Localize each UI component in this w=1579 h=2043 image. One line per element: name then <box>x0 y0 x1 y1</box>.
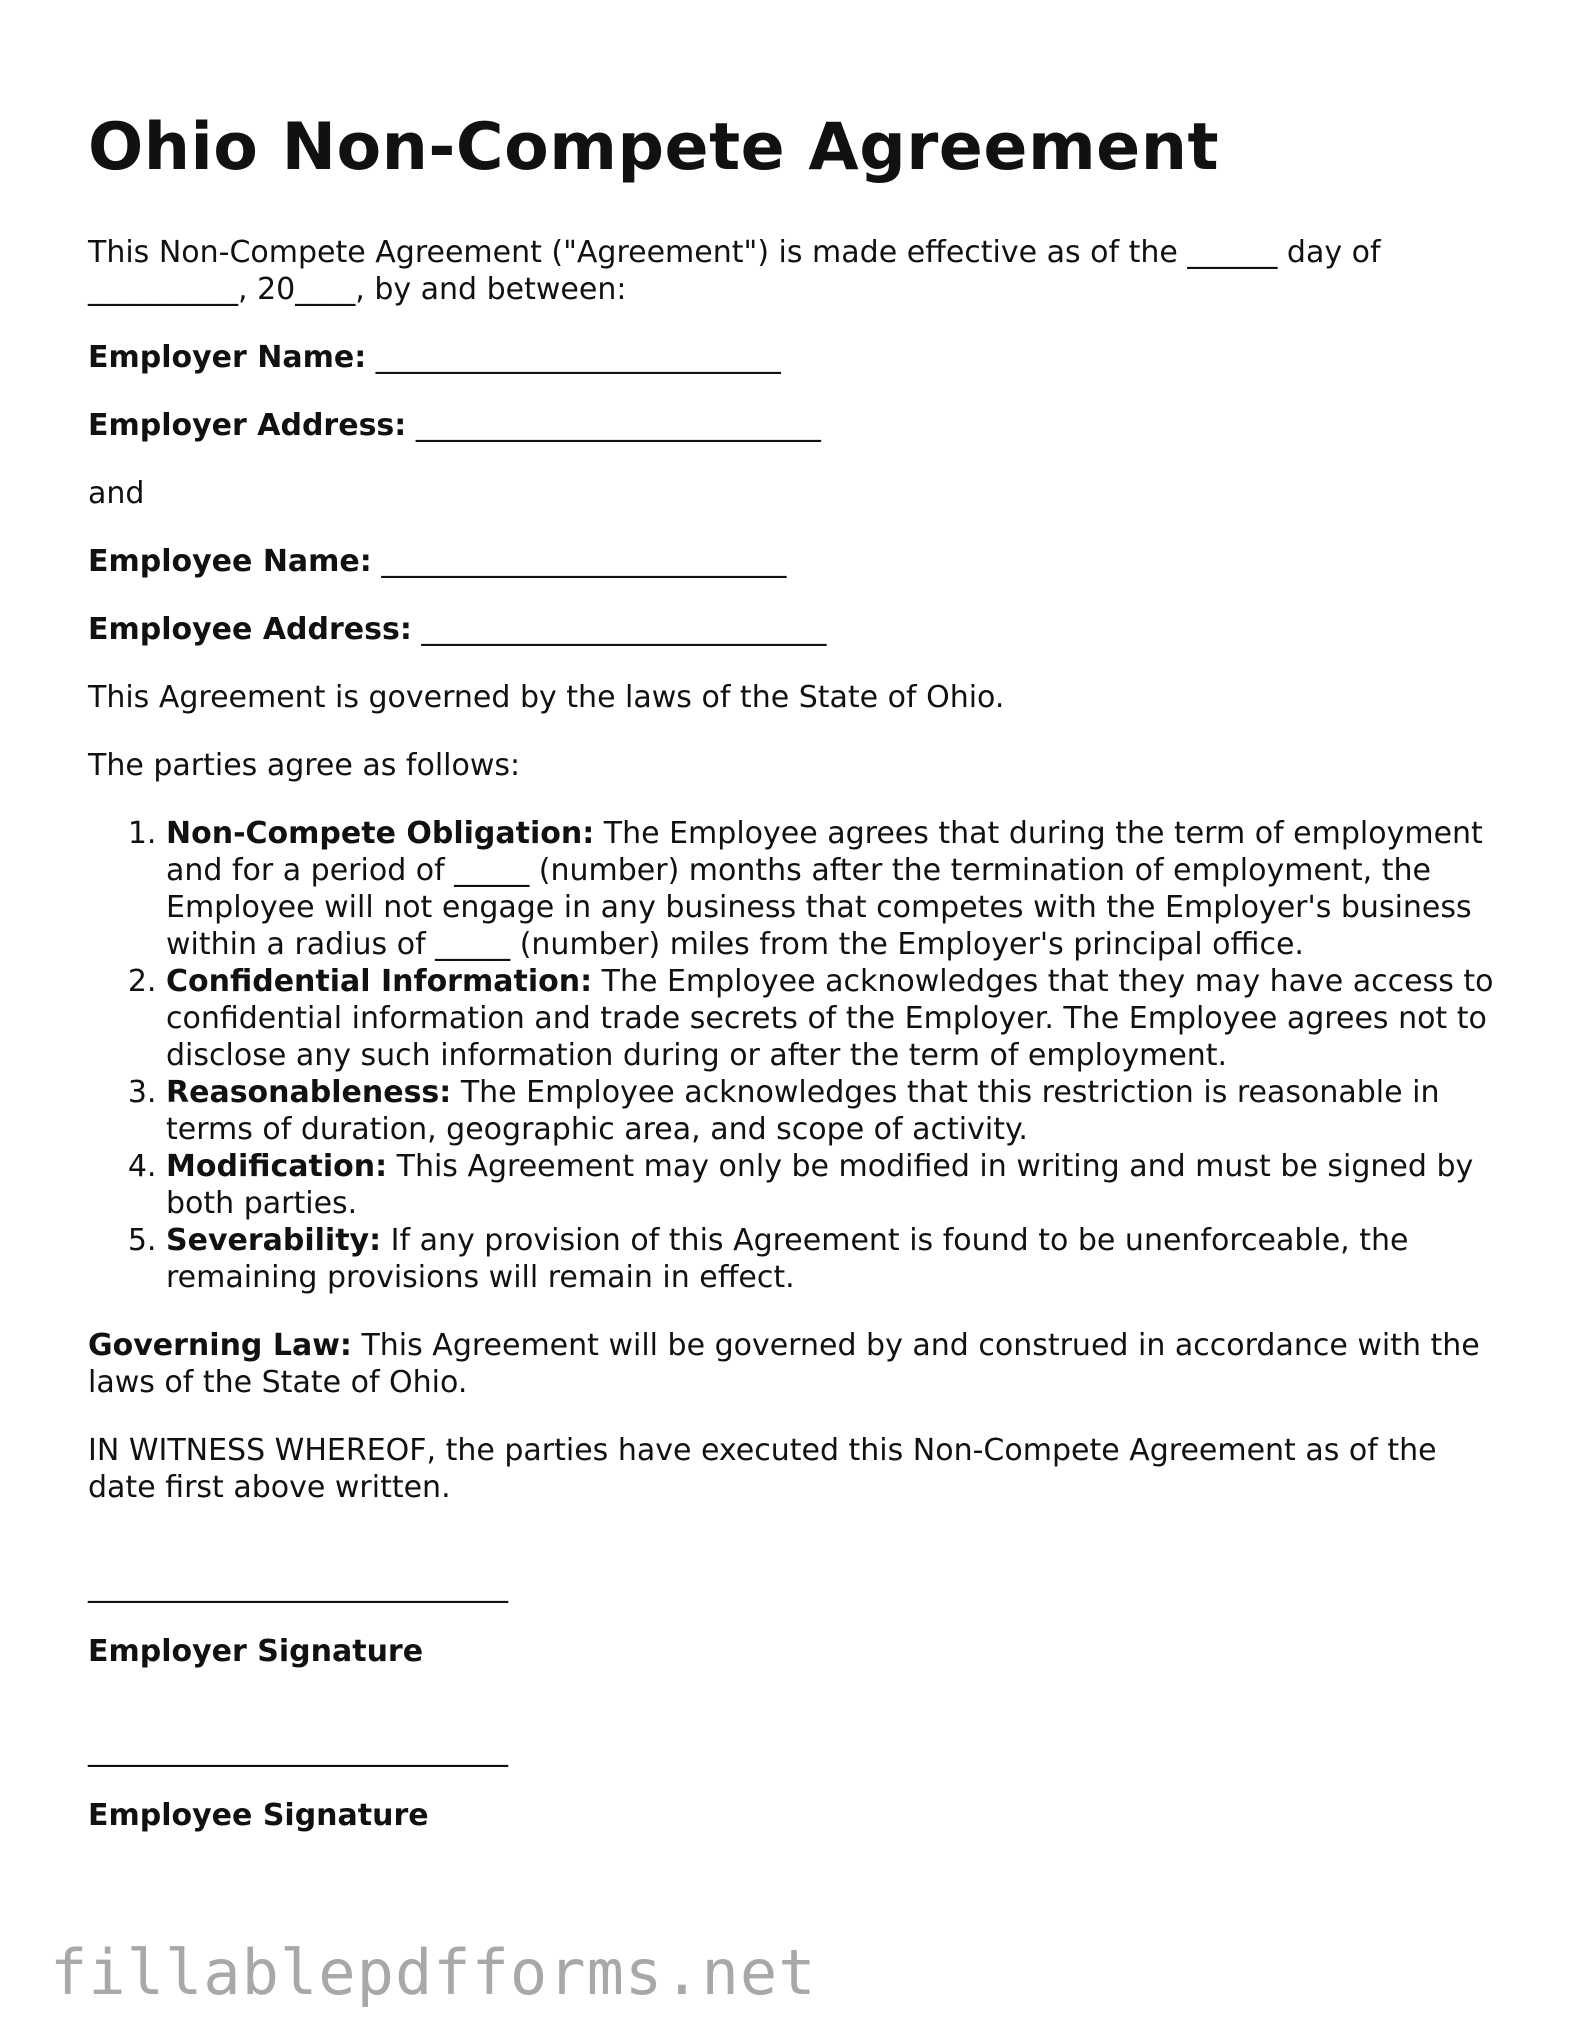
document-page <box>88 108 1508 1834</box>
employee-name-blank[interactable]: ___________________________ <box>381 544 787 579</box>
employee-name-row <box>88 543 1508 580</box>
clause-text: The Employee acknowledges that they may have access to confidential information and trade secrets of the Employer. The Employee agrees not to disclose any such information during or after the term of employment. <box>166 964 1494 1073</box>
employer-address-blank[interactable]: ___________________________ <box>415 408 821 443</box>
governed-paragraph: This Agreement is governed by the laws of the State of Ohio. <box>88 680 1005 715</box>
clause-item <box>166 1074 1508 1148</box>
employee-name-label: Employee Name: <box>88 544 372 579</box>
employer-name-blank[interactable]: ___________________________ <box>375 340 781 375</box>
intro-paragraph: This Non-Compete Agreement ("Agreement") is made effective as of the ______ day of __________, 20____, by and between: <box>88 235 1381 307</box>
employee-address-blank[interactable]: ___________________________ <box>421 612 827 647</box>
clause-title: Non-Compete Obligation: <box>166 816 595 851</box>
employee-signature-line[interactable]: ____________________________ <box>88 1733 508 1768</box>
clause-title: Modification: <box>166 1149 388 1184</box>
clause-text: The Employee agrees that during the term of employment and for a period of _____ (number) months after the termination of employment, the Employee will not engage in any business that competes with the Employer's business within a radius of _____ (number) miles from the Employer's principal office. <box>166 816 1483 962</box>
governing-law-title: Governing Law: <box>88 1328 352 1363</box>
witness-paragraph: IN WITNESS WHEREOF, the parties have executed this Non-Compete Agreement as of the date first above written. <box>88 1433 1437 1505</box>
clause-title: Confidential Information: <box>166 964 593 999</box>
clause-text: The Employee acknowledges that this restriction is reasonable in terms of duration, geographic area, and scope of activity. <box>166 1075 1440 1147</box>
and-text: and <box>88 476 145 511</box>
employer-name-row <box>88 339 1508 376</box>
governing-law-text: This Agreement will be governed by and construed in accordance with the laws of the State of Ohio. <box>88 1328 1480 1400</box>
clause-text: If any provision of this Agreement is found to be unenforceable, the remaining provisions will remain in effect. <box>166 1223 1409 1295</box>
agree-paragraph: The parties agree as follows: <box>88 748 521 783</box>
employer-signature-label: Employer Signature <box>88 1634 424 1669</box>
watermark-text: fillablepdfforms.net <box>50 1936 817 2009</box>
clause-title: Reasonableness: <box>166 1075 452 1110</box>
employee-address-label: Employee Address: <box>88 612 412 647</box>
governing-law-paragraph <box>88 1327 1508 1401</box>
document-title: Ohio Non-Compete Agreement <box>88 110 1220 185</box>
employer-signature-line[interactable]: ____________________________ <box>88 1569 508 1604</box>
clause-item <box>166 1222 1508 1296</box>
clause-text: This Agreement may only be modified in writing and must be signed by both parties. <box>166 1149 1474 1221</box>
clause-title: Severability: <box>166 1223 382 1258</box>
clause-item <box>166 815 1508 963</box>
employer-name-label: Employer Name: <box>88 340 367 375</box>
employee-address-row <box>88 611 1508 648</box>
employer-address-label: Employer Address: <box>88 408 407 443</box>
clause-item <box>166 1148 1508 1222</box>
clause-item <box>166 963 1508 1074</box>
employee-signature-label: Employee Signature <box>88 1798 429 1833</box>
employer-address-row <box>88 407 1508 444</box>
clauses-list <box>88 815 1508 1296</box>
